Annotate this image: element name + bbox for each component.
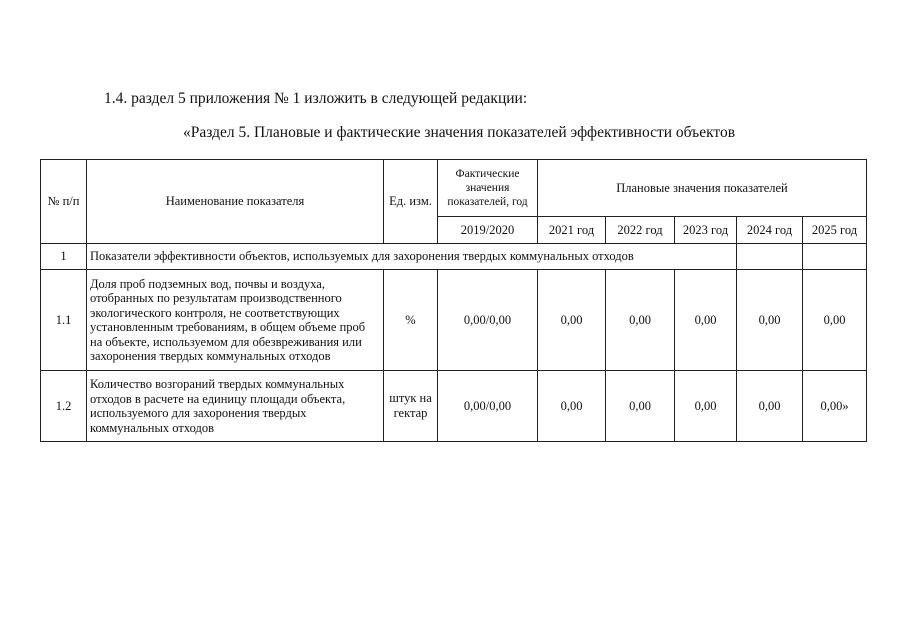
header-unit: Ед. изм.: [384, 160, 438, 244]
row-value: 0,00: [675, 270, 737, 371]
header-year: 2023 год: [675, 217, 737, 244]
group-num: 1: [41, 244, 87, 270]
header-year: 2024 год: [737, 217, 803, 244]
table-row: [41, 371, 867, 442]
row-value: 0,00: [737, 371, 803, 442]
header-year: 2025 год: [803, 217, 867, 244]
group-row: [41, 244, 867, 270]
intro-text: 1.4. раздел 5 приложения № 1 изложить в следующей редакции:: [104, 90, 528, 107]
row-value: 0,00»: [803, 371, 867, 442]
row-unit: %: [384, 270, 438, 371]
header-fact-year: 2019/2020: [438, 217, 538, 244]
row-value: 0,00: [538, 371, 606, 442]
row-num: 1.2: [41, 371, 87, 442]
row-unit: штук на гектар: [384, 371, 438, 442]
row-value: 0,00: [538, 270, 606, 371]
row-name: Доля проб подземных вод, почвы и воздуха, отобранных по результатам производственного экологического контроля, не соответствующих установленным требованиям, в общем объеме проб на объекте, используемом для обезвреживания или захоронения твердых коммунальных отходов: [87, 270, 384, 371]
indicators-table: [40, 159, 867, 442]
row-fact: 0,00/0,00: [438, 270, 538, 371]
header-plan: Плановые значения показателей: [538, 160, 867, 217]
section-title: «Раздел 5. Плановые и фактические значения показателей эффективности объектов: [183, 124, 736, 141]
header-year: 2021 год: [538, 217, 606, 244]
header-row: [41, 160, 867, 217]
header-fact: Фактические значения показателей, год: [438, 160, 538, 217]
row-name: Количество возгораний твердых коммунальных отходов в расчете на единицу площади объекта, используемого для захоронения твердых коммунальных отходов: [87, 371, 384, 442]
header-num: № п/п: [41, 160, 87, 244]
row-value: 0,00: [737, 270, 803, 371]
row-value: 0,00: [803, 270, 867, 371]
row-num: 1.1: [41, 270, 87, 371]
empty-cell: [737, 244, 803, 270]
row-fact: 0,00/0,00: [438, 371, 538, 442]
empty-cell: [803, 244, 867, 270]
header-year: 2022 год: [606, 217, 675, 244]
header-name: Наименование показателя: [87, 160, 384, 244]
group-label: Показатели эффективности объектов, используемых для захоронения твердых коммунальных отходов: [87, 244, 737, 270]
row-value: 0,00: [606, 270, 675, 371]
row-value: 0,00: [606, 371, 675, 442]
table-row: [41, 270, 867, 371]
row-value: 0,00: [675, 371, 737, 442]
